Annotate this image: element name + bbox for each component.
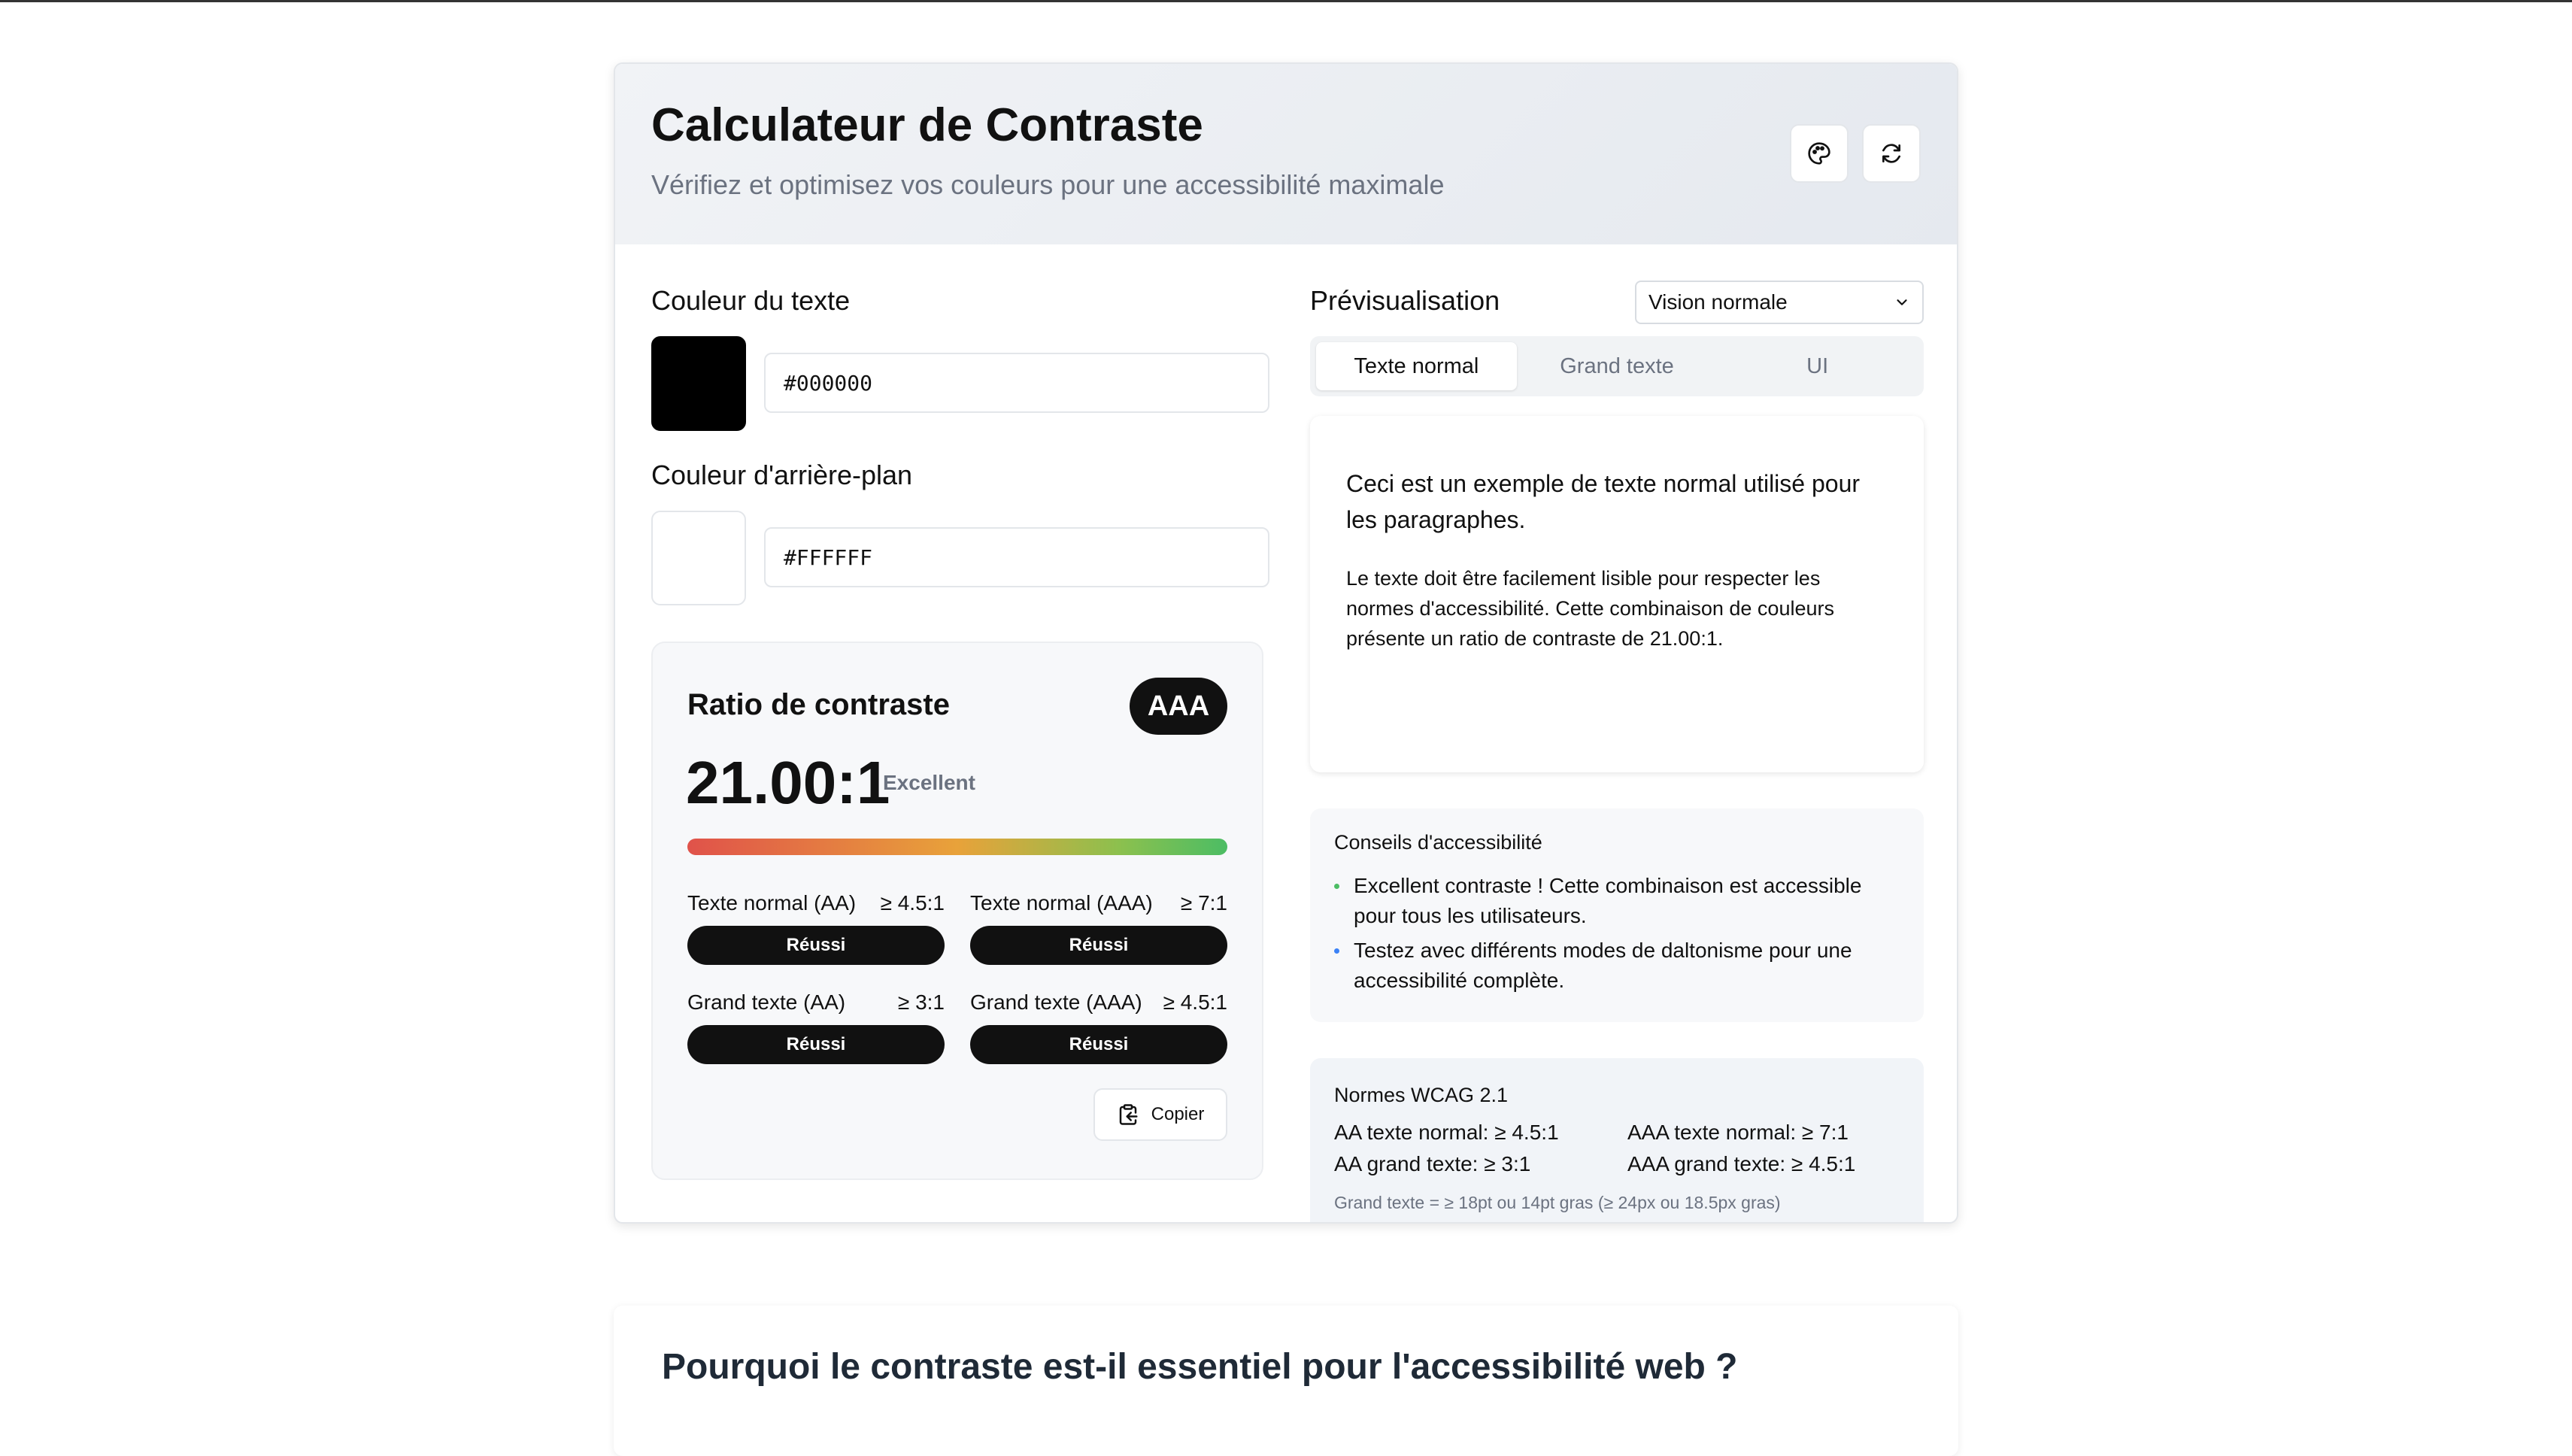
tab-normal-text[interactable]: Texte normal bbox=[1316, 342, 1517, 390]
bullet-dot-icon bbox=[1334, 948, 1339, 954]
criterion-name: Grand texte (AA) bbox=[687, 990, 846, 1014]
tips-title: Conseils d'accessibilité bbox=[1334, 831, 1542, 854]
card-header bbox=[615, 64, 1957, 244]
vision-mode-value: Vision normale bbox=[1648, 290, 1788, 314]
top-border bbox=[0, 0, 2572, 2]
page-title: Calculateur de Contraste bbox=[651, 99, 1203, 151]
copy-button-label: Copier bbox=[1151, 1104, 1205, 1124]
criterion-threshold: ≥ 4.5:1 bbox=[880, 891, 945, 915]
contrast-ratio-title: Ratio de contraste bbox=[687, 688, 950, 721]
palette-button[interactable] bbox=[1790, 124, 1849, 183]
chevron-down-icon bbox=[1894, 294, 1910, 311]
background-color-swatch[interactable] bbox=[651, 511, 746, 605]
wcag-rule: AAA texte normal: ≥ 7:1 bbox=[1627, 1121, 1849, 1144]
criterion-threshold: ≥ 3:1 bbox=[897, 990, 945, 1014]
vision-mode-select[interactable] bbox=[1635, 281, 1924, 324]
text-color-swatch[interactable] bbox=[651, 336, 746, 431]
compliance-badge: AAA bbox=[1130, 678, 1227, 735]
why-contrast-section bbox=[614, 1306, 1958, 1456]
wcag-rule: AA grand texte: ≥ 3:1 bbox=[1334, 1152, 1531, 1175]
wcag-title: Normes WCAG 2.1 bbox=[1334, 1084, 1509, 1106]
contrast-ratio-value: 21.00:1 bbox=[686, 749, 890, 816]
tip-text: Testez avec différents modes de daltonisme pour une accessibilité complète. bbox=[1354, 939, 1852, 992]
wcag-standards bbox=[1310, 1058, 1924, 1224]
criterion-name: Grand texte (AAA) bbox=[970, 990, 1142, 1014]
criterion-result-badge: Réussi bbox=[687, 1025, 945, 1064]
criterion-normal-aa bbox=[687, 891, 945, 965]
criterion-result-badge: Réussi bbox=[970, 1025, 1227, 1064]
wcag-note: Grand texte = ≥ 18pt ou 14pt gras (≥ 24px ou 18.5px gras) bbox=[1334, 1193, 1781, 1212]
preview-title: Prévisualisation bbox=[1310, 285, 1500, 316]
criterion-result-badge: Réussi bbox=[687, 926, 945, 965]
preview-box bbox=[1310, 416, 1924, 772]
background-color-label: Couleur d'arrière-plan bbox=[651, 460, 913, 490]
refresh-button[interactable] bbox=[1862, 124, 1921, 183]
criterion-name: Texte normal (AAA) bbox=[970, 891, 1153, 915]
contrast-calculator-card bbox=[614, 62, 1958, 1224]
criterion-name: Texte normal (AA) bbox=[687, 891, 857, 915]
bullet-dot-icon bbox=[1334, 884, 1339, 889]
criterion-large-aaa bbox=[970, 990, 1227, 1064]
contrast-ratio-panel bbox=[651, 642, 1263, 1180]
clipboard-copy-icon bbox=[1117, 1103, 1139, 1126]
contrast-quality-label: Excellent bbox=[883, 771, 975, 794]
wcag-rule: AAA grand texte: ≥ 4.5:1 bbox=[1627, 1152, 1856, 1175]
text-color-input[interactable] bbox=[764, 353, 1269, 413]
copy-button[interactable] bbox=[1093, 1088, 1227, 1141]
text-color-label: Couleur du texte bbox=[651, 285, 851, 316]
criterion-large-aa bbox=[687, 990, 945, 1064]
preview-small-text: Le texte doit être facilement lisible pour respecter les normes d'accessibilité. Cette combinaison de couleurs présente un ratio de contraste de 21.00:1. bbox=[1346, 567, 1834, 650]
tip-item bbox=[1334, 936, 1900, 996]
page-subtitle: Vérifiez et optimisez vos couleurs pour une accessibilité maximale bbox=[651, 169, 1445, 200]
palette-icon bbox=[1807, 141, 1831, 165]
criterion-result-badge: Réussi bbox=[970, 926, 1227, 965]
tip-item bbox=[1334, 871, 1900, 931]
preview-main-text: Ceci est un exemple de texte normal utilisé pour les paragraphes. bbox=[1346, 470, 1861, 533]
criterion-threshold: ≥ 7:1 bbox=[1180, 891, 1227, 915]
tab-large-text[interactable]: Grand texte bbox=[1560, 353, 1674, 378]
background-color-input[interactable] bbox=[764, 527, 1269, 587]
refresh-icon bbox=[1879, 141, 1903, 165]
preview-tabs bbox=[1310, 336, 1924, 396]
tab-ui[interactable]: UI bbox=[1806, 353, 1829, 378]
section-title: Pourquoi le contraste est-il essentiel pour l'accessibilité web ? bbox=[662, 1347, 1738, 1387]
accessibility-tips bbox=[1310, 808, 1924, 1022]
criterion-threshold: ≥ 4.5:1 bbox=[1163, 990, 1227, 1014]
contrast-gradient-bar bbox=[687, 839, 1227, 855]
wcag-rule: AA texte normal: ≥ 4.5:1 bbox=[1334, 1121, 1559, 1144]
criterion-normal-aaa bbox=[970, 891, 1227, 965]
tip-text: Excellent contraste ! Cette combinaison est accessible pour tous les utilisateurs. bbox=[1354, 874, 1862, 927]
